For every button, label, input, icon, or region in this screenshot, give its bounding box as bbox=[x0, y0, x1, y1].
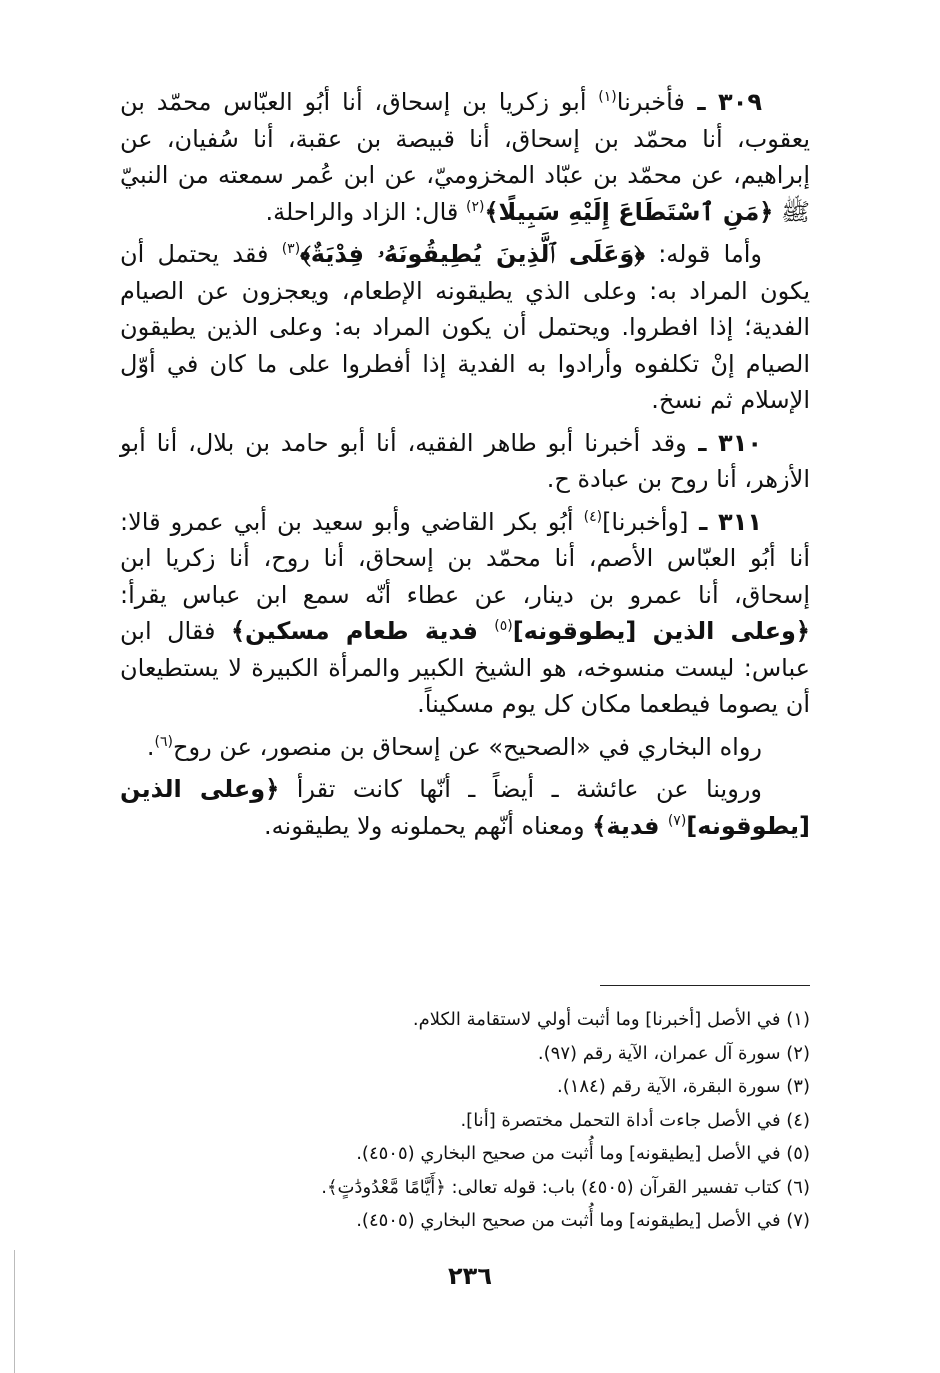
text-run: رواه البخاري في «الصحيح» عن إسحاق بن منصور، عن روح bbox=[173, 732, 762, 761]
footnote-ref: (١) bbox=[598, 89, 617, 105]
text-run: [وأخبرنا] bbox=[602, 507, 689, 536]
quran-quote: فدية طعام مسكين﴾ bbox=[230, 617, 495, 645]
paragraph bbox=[120, 771, 810, 844]
footnote-item: (٣) سورة البقرة، الآية رقم (١٨٤). bbox=[556, 1076, 810, 1097]
hadith-number: ٣٠٩ ـ bbox=[684, 88, 762, 116]
paragraph bbox=[120, 425, 810, 498]
text-run: أبو زكريا بن إسحاق، أنا أبُو العبّاس محمّد بن يعقوب، أنا محمّد بن إسحاق، أنا قبيصة بن عقبة، أنا سُفيان، عن إبراهيم، عن محمّد بن عبّاد المخزوميّ، عن ابن عُمر سمعته من النبيّ ﷺ bbox=[120, 88, 810, 226]
footnote-ref: (٤) bbox=[583, 508, 603, 525]
footnote-item: (٦) كتاب تفسير القرآن (٤٥٠٥) باب: قوله تعالى: ﴿أَيَّامًا مَّعْدُودَٰتٍ﴾. bbox=[321, 1176, 810, 1198]
footnotes bbox=[180, 1003, 810, 1238]
footnote-item: (١) في الأصل [أخبرنا] وما أثبت أولي لاستقامة الكلام. bbox=[412, 1009, 810, 1030]
main-text bbox=[120, 84, 810, 850]
text-run: فأخبرنا bbox=[616, 88, 685, 116]
quran-quote: ﴿وَعَلَى ٱلَّذِينَ يُطِيقُونَهُۥ فِدْيَةٌ﴾ bbox=[300, 240, 645, 268]
paragraph bbox=[120, 84, 810, 230]
footnote-separator bbox=[600, 985, 810, 986]
text-run: ومعناه أنّهم يحملونه ولا يطيقونه. bbox=[264, 811, 593, 840]
text-run: فقد يحتمل أن يكون المراد به: وعلى الذي يطيقونه الإطعام، ويعجزون عن الصيام الفدية؛ إذا افطروا. ويحتمل أن يكون المراد به: وعلى الذين يطيقون الصيام إنْ تكلفوه وأرادوا به الفدية إذا أفطروا على ما كان في أوّل الإسلام ثم نسخ. bbox=[120, 240, 810, 414]
hadith-number: ٣١٠ ـ bbox=[686, 428, 762, 457]
footnote-item: (٥) في الأصل [يطيقونه] وما أُثبت من صحيح البخاري (٤٥٠٥). bbox=[356, 1143, 810, 1164]
binding-edge-line bbox=[14, 1250, 15, 1373]
footnote-ref: (٧) bbox=[667, 812, 687, 829]
footnote-ref: (٥) bbox=[494, 618, 513, 634]
quran-quote: ﴿مَنِ ٱسْتَطَاعَ إِلَيْهِ سَبِيلًا﴾ bbox=[484, 197, 774, 226]
footnote-item: (٤) في الأصل جاءت أداة التحمل مختصرة [أنا]. bbox=[460, 1109, 810, 1131]
quran-quote: ﴿وعلى الذين [يطوقونه] bbox=[512, 617, 810, 645]
footnote-ref: (٢) bbox=[466, 198, 485, 215]
text-run: وقد أخبرنا أبو طاهر الفقيه، أنا أبو حامد بن بلال، أنا أبو الأزهر، أنا روح بن عبادة ح. bbox=[120, 428, 810, 493]
footnote-item: (٢) سورة آل عمران، الآية رقم (٩٧). bbox=[537, 1042, 810, 1064]
text-run: أبُو بكر القاضي وأبو سعيد بن أبي عمرو قالا: أنا أبُو العبّاس الأصم، أنا محمّد بن إسحاق، أنا روح، أنا زكريا ابن إسحاق، أنا عمرو بن دينار، عن عطاء أنّه سمع ابن عباس يقرأ: bbox=[120, 507, 810, 609]
footnote-item: (٧) في الأصل [يطيقونه] وما أُثبت من صحيح البخاري (٤٥٠٥). bbox=[356, 1210, 810, 1231]
text-run: وأما قوله: bbox=[644, 240, 763, 268]
text-run: . bbox=[146, 732, 155, 761]
text-run: قال: الزاد والراحلة. bbox=[265, 197, 466, 226]
footnote-ref: (٦) bbox=[154, 733, 173, 750]
hadith-number: ٣١١ ـ bbox=[688, 507, 762, 536]
paragraph bbox=[120, 504, 810, 723]
quran-quote: فدية﴾ bbox=[592, 811, 668, 840]
footnote-ref: (٣) bbox=[281, 241, 301, 257]
paragraph bbox=[120, 729, 810, 766]
page-number: ٢٣٦ bbox=[448, 1262, 492, 1290]
text-run: فقال ابن عباس: ليست منسوخه، هو الشيخ الكبير والمرأة الكبيرة لا يستطيعان أن يصوما فيطعما مكان كل يوم مسكيناً. bbox=[120, 617, 810, 718]
quran-quote: ﴿وعلى الذين [يطوقونه] bbox=[120, 775, 810, 840]
paragraph bbox=[120, 236, 810, 419]
text-run: وروينا عن عائشة ـ أيضاً ـ أنّها كانت تقرأ bbox=[279, 775, 762, 803]
